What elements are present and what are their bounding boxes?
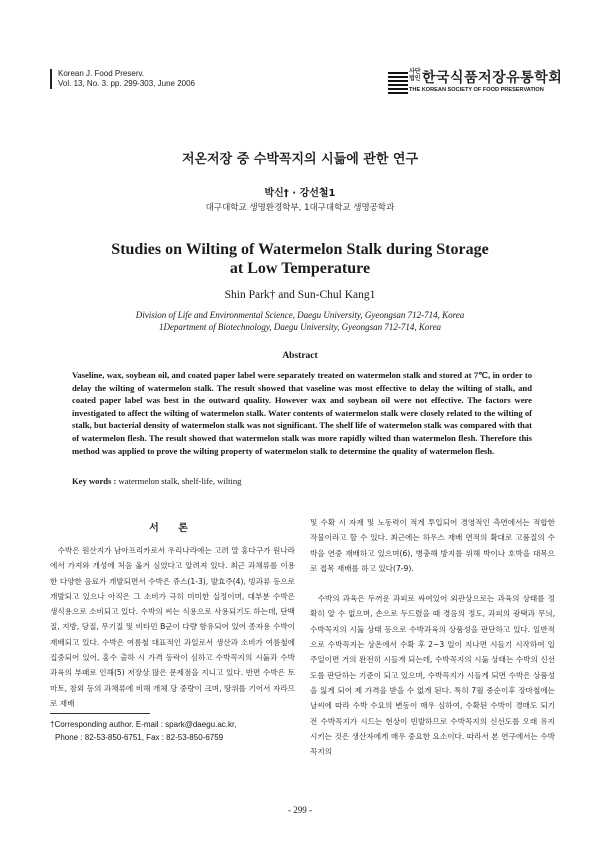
affiliation-english-line1: Division of Life and Environmental Science, Daegu University, Gyeongsan 712-714, Korea <box>135 310 465 320</box>
journal-volume: Vol. 13, No. 3. pp. 299-303, June 2006 <box>58 79 195 88</box>
society-name-kr: 한국식품저장유통학회 <box>422 70 563 86</box>
section-heading-introduction: 서 론 <box>149 523 196 534</box>
page-number: - 299 - <box>288 805 312 815</box>
title-english-line1: Studies on Wilting of Watermelon Stalk during Storage <box>111 241 489 258</box>
corresponding-author-footnote <box>50 718 310 744</box>
society-mark: 사단 법인 <box>409 69 421 82</box>
keywords <box>72 476 532 486</box>
authors-korean: 박신† · 강선철1 <box>264 188 336 199</box>
abstract-heading: Abstract <box>282 351 318 361</box>
society-logo <box>388 66 563 96</box>
footnote-phone: Phone : 82-53-850-6751, Fax : 82-53-850-6759 <box>55 733 224 742</box>
abstract-body: Vaseline, wax, soybean oil, and coated paper label were separately treated on watermelon stalk and stored at 7℃, in order to delay the wilting of watermelon stalk. The result showed that vaseline was most effective to delay the wilting of stalk, and coated paper label was best in the outward quality. However wax and soybean oil were not effective. The factors were investigated to affect the wilting of watermelon stalk. Water contents of watermelon stalk were closely related to the wilting of stalk, but bacterial density of watermelon stalk was not significant. The shelf life of watermelon stalk was compared with that of watermelon flesh. The result showed that watermelon stalk was more rapidly wilted than watermelon flesh. Therefore this method was applied to prove the wilting property of watermelon stalk to determine the quality of watermelon flesh. <box>72 370 532 456</box>
body-paragraph: 및 수확 시 자재 및 노동력이 적게 투입되어 경영적인 측면에서는 적합한 작물이라고 할 수 있다. 최근에는 하우스 재배 면적의 확대로 고품질의 수박을 연중 재배하고 있으며(6), 병충해 방지를 위해 박이나 호박을 대목으로 접목 재배를 하고 있다(7-9). <box>310 518 555 573</box>
authors-english: Shin Park† and Sun-Chul Kang1 <box>224 289 376 301</box>
journal-citation <box>50 69 195 89</box>
body-column-right <box>310 515 555 759</box>
footnote-divider <box>50 713 150 714</box>
affiliation-korean: 대구대학교 생명환경학부, 1대구대학교 생명공학과 <box>205 203 395 213</box>
body-paragraph: 수박은 원산지가 남아프리카로서 우리나라에는 고려 말 홍다구가 원나라에서 가져와 개성에 처음 옮겨 심었다고 알려져 있다. 최근 과채류를 이용한 다양한 음료가 개발되면서 수박은 쥬스(1-3), 발효주(4), 빙과류 등으로 개발되고 있으나 아직은 그 소비가 극히 미미한 실정이며, 대부분 수박은 생식용으로 소비되고 있다. 수박의 씨는 식용으로 사용되기도 하는데, 단백질, 지방, 당질, 무기질 및 비타민 B군이 다량 함유되어 있어 종자용 수박이 재배되고 있다. 수박은 여름철 대표적인 과일로서 생산과 소비가 여름철에 집중되어 있어, 홍수 출하 시 가격 등락이 심하고 수박꼭지의 시듦과 수박과육의 부패로 인해(5) 저장상 많은 문제점을 지니고 있다. 반면 수박은 토마토, 참외 등의 과채류에 비해 개체 당 중량이 크며, 땅위를 기어서 자라므로 재배 <box>50 546 295 708</box>
affiliation-english <box>0 309 600 333</box>
body-paragraph: 수박의 과육은 두꺼운 과피로 싸여있어 외관상으로는 과육의 상태를 정확히 알 수 없으며, 손으로 두드렸을 때 경음의 정도, 과피의 광택과 무늬, 수박꼭지의 시듦 상태 등으로 수박과육의 상품성을 판단하고 있다. 일반적으로 수박꼭지는 상온에서 수확 후 2~3 일이 지나면 시들기 시작하여 일주일이면 거의 완전히 시들게 되는데, 수박꼭지의 시듦 상태는 수박의 신선도를 판단하는 기준이 되고 있으며, 수박꼭지가 시들게 되면 수박은 상품성을 잃게 되어 제 가격을 받을 수 없게 된다. 특히 7월 중순이후 장마철에는 날씨에 따라 수박 수요의 변동이 매우 심하여, 수확된 수박이 경매도 되기 전 수박꼭지가 시드는 현상이 빈발하므로 수박꼭지의 신선도를 오래 유지시키는 것은 생산자에게 매우 중요한 요소이다. 따라서 본 연구에서는 수박꼭지의 <box>310 594 555 757</box>
keywords-list: watermelon stalk, shelf-life, wilting <box>116 476 242 486</box>
title-english <box>0 240 600 278</box>
society-name-en: THE KOREAN SOCIETY OF FOOD PRESERVATION <box>409 87 544 93</box>
society-emblem-icon <box>388 72 408 94</box>
title-english-line2: at Low Temperature <box>229 260 371 277</box>
journal-name: Korean J. Food Preserv. <box>58 69 145 78</box>
title-korean: 저온저장 중 수박꼭지의 시듦에 관한 연구 <box>181 152 419 167</box>
body-column-left <box>50 543 295 711</box>
keywords-label: Key words : <box>72 476 117 486</box>
footnote-email: †Corresponding author. E-mail : spark@daegu.ac.kr, <box>50 720 237 729</box>
affiliation-english-line2: 1Department of Biotechnology, Daegu University, Gyeongsan 712-714, Korea <box>158 322 442 332</box>
